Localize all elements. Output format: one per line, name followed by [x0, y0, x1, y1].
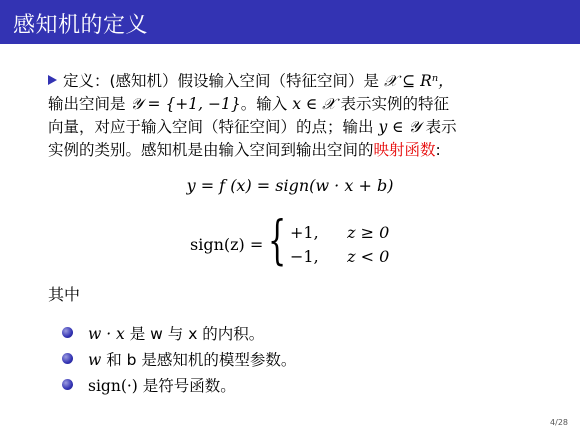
left-brace-icon: {	[268, 211, 287, 271]
circle-bullet-icon	[62, 327, 73, 338]
list-item-math: w	[88, 351, 102, 369]
math-output-space: 𝒴 = {+1, −1}	[130, 95, 241, 113]
list-item	[62, 322, 296, 348]
math-output-instance: y ∈ 𝒴	[378, 118, 421, 136]
definition-text: 定义：(感知机）假设输入空间（特征空间）是	[63, 72, 380, 90]
sign-function-lhs: sign(z) =	[190, 235, 264, 254]
definition-text: 向量，对应于输入空间（特征空间）的点；输出	[48, 118, 374, 136]
list-item-math: sign(·)	[88, 377, 138, 395]
definition-line-3	[48, 116, 548, 139]
triangle-bullet-icon	[48, 75, 57, 85]
list-item-math: w · x	[88, 325, 125, 343]
case-value: +1,	[290, 223, 319, 242]
definition-line-4	[48, 139, 548, 162]
list-item-text: 是 w 与 x 的内积。	[129, 325, 265, 343]
list-item-text: 是符号函数。	[142, 377, 236, 395]
page-number: 4/28	[550, 418, 568, 427]
equation-sign-function	[190, 211, 450, 273]
definition-text: 实例的类别。感知机是由输入空间到输出空间的	[48, 141, 374, 159]
list-item	[62, 348, 296, 374]
case-value: −1,	[290, 247, 319, 266]
title-bar	[0, 0, 580, 44]
case-row-negative	[290, 247, 389, 266]
definition-block	[48, 70, 548, 162]
math-input-instance: x ∈ 𝒳	[292, 95, 336, 113]
definition-text: 表示	[425, 118, 457, 136]
case-condition: z < 0	[347, 247, 390, 266]
definition-line-2	[48, 93, 548, 116]
definition-line-1	[48, 70, 548, 93]
slide-title: 感知机的定义	[13, 13, 149, 38]
math-input-space: 𝒳 ⊆ Rⁿ，	[384, 72, 454, 90]
list-item-text: 和 b 是感知机的模型参数。	[106, 351, 297, 369]
definition-text: 。输入	[240, 95, 288, 113]
circle-bullet-icon	[62, 379, 73, 390]
circle-bullet-icon	[62, 353, 73, 364]
section-label: 其中	[48, 285, 81, 304]
definition-text: 表示实例的特征	[340, 95, 450, 113]
highlighted-term: 映射函数	[373, 141, 436, 159]
definition-text: 输出空间是	[48, 95, 126, 113]
list-item	[62, 374, 296, 400]
equation-perceptron: y = f (x) = sign(w · x + b)	[186, 176, 394, 195]
definition-text: :	[435, 141, 441, 159]
explanation-list	[62, 322, 296, 400]
case-row-positive	[290, 223, 389, 242]
case-condition: z ≥ 0	[347, 223, 390, 242]
